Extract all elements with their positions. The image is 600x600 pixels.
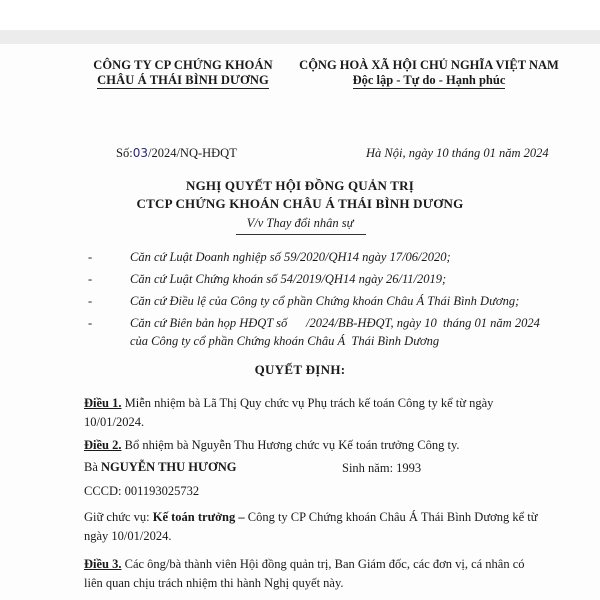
bullet-dash: - (88, 316, 93, 330)
basis-item: Căn cứ Biên bản họp HĐQT số /2024/BB-HĐQT, ngày 10 tháng 01 năm 2024 (130, 316, 540, 330)
person-name-line (84, 458, 564, 477)
basis-item: Căn cứ Điều lệ của Công ty cổ phần Chứng khoán Châu Á Thái Bình Dương; (130, 294, 520, 308)
person-name: NGUYỄN THU HƯƠNG (101, 460, 237, 474)
person-id: CCCD: 001193025732 (84, 484, 200, 498)
company-name-line1: CÔNG TY CP CHỨNG KHOÁN (93, 58, 273, 72)
doc-number-handwritten: 03 (132, 146, 148, 160)
doc-number-prefix: Số: (116, 146, 133, 160)
article-3 (84, 555, 564, 593)
bullet-dash: - (88, 250, 93, 264)
article-2 (84, 436, 564, 455)
article-3-text-cont: liên quan chịu trách nhiệm thi hành Nghị quyết này. (84, 576, 344, 590)
person-title: Bà (84, 460, 102, 474)
resolution-title: NGHỊ QUYẾT HỘI ĐỒNG QUẢN TRỊ (186, 178, 414, 193)
national-title: CỘNG HOÀ XÃ HỘI CHỦ NGHĨA VIỆT NAM (299, 58, 559, 72)
article-3-label: Điều 3. (84, 557, 122, 571)
subject-divider (236, 234, 366, 235)
resolution-company: CTCP CHỨNG KHOÁN CHÂU Á THÁI BÌNH DƯƠNG (136, 196, 464, 211)
company-header (78, 58, 288, 89)
national-motto: Độc lập - Tự do - Hạnh phúc (352, 73, 506, 87)
decision-heading: QUYẾT ĐỊNH: (254, 362, 346, 377)
resolution-subject: V/v Thay đổi nhân sự (246, 216, 354, 230)
document-number (116, 146, 237, 161)
top-margin (0, 0, 600, 30)
position-text: Công ty CP Chứng khoán Châu Á Thái Bình Dương kể từ (244, 510, 538, 524)
issue-date: Hà Nội, ngày 10 tháng 01 năm 2024 (366, 146, 549, 160)
article-2-label: Điều 2. (84, 438, 122, 452)
bullet-dash: - (88, 294, 93, 308)
basis-item: Căn cứ Luật Doanh nghiệp số 59/2020/QH14 ngày 17/06/2020; (130, 250, 451, 264)
article-1-text: Miễn nhiệm bà Lã Thị Quy chức vụ Phụ trách kế toán Công ty kể từ ngày (121, 396, 494, 410)
article-1 (84, 394, 564, 432)
article-1-text-cont: 10/01/2024. (84, 415, 145, 429)
basis-item-continuation: của Công ty cổ phần Chứng khoán Châu Á Thái Bình Dương (130, 334, 440, 348)
position-title: Kế toán trưởng – (152, 510, 245, 524)
doc-number-suffix: /2024/NQ-HĐQT (147, 146, 237, 160)
basis-item: Căn cứ Luật Chứng khoán số 54/2019/QH14 ngày 26/11/2019; (130, 272, 447, 286)
position-text-cont: ngày 10/01/2024. (84, 529, 172, 543)
position-prefix: Giữ chức vụ: (84, 510, 153, 524)
article-1-label: Điều 1. (84, 396, 122, 410)
person-birth-year: Sinh năm: 1993 (342, 461, 422, 475)
article-3-text: Các ông/bà thành viên Hội đồng quản trị, Ban Giám đốc, các đơn vị, cá nhân có (121, 557, 525, 571)
bullet-dash: - (88, 272, 93, 286)
article-2-text: Bổ nhiệm bà Nguyễn Thu Hương chức vụ Kế toán trưởng Công ty. (121, 438, 460, 452)
scan-border (0, 30, 600, 44)
company-name-line2: CHÂU Á THÁI BÌNH DƯƠNG (97, 73, 269, 87)
national-header (284, 58, 574, 89)
person-position (84, 508, 564, 546)
